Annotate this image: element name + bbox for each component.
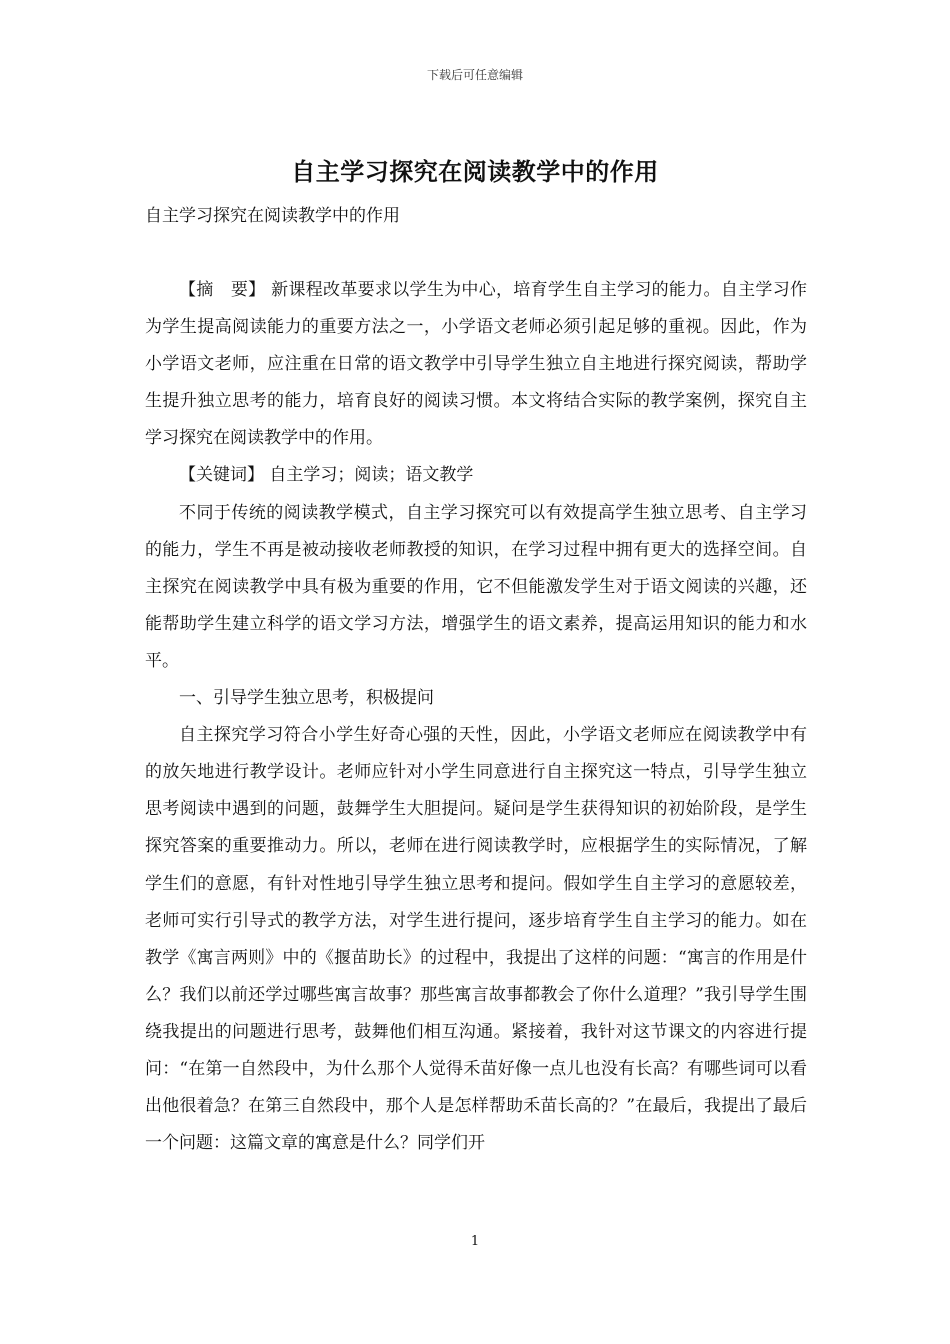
abstract-paragraph: 【摘 要】 新课程改革要求以学生为中心，培育学生自主学习的能力。自主学习作为学生提高阅读能力的重要方法之一，小学语文老师必须引起足够的重视。因此，作为小学语文老师，应注重在日常的语文教学中引导学生独立自主地进行探究阅读，帮助学生提升独立思考的能力，培育良好的阅读习惯。本文将结合实际的教学案例，探究自主学习探究在阅读教学中的作用。 <box>145 280 807 449</box>
section-heading: 一、引导学生独立思考，积极提问 <box>179 688 434 709</box>
body-paragraph: 自主探究学习符合小学生好奇心强的天性，因此，小学语文老师应在阅读教学中有的放矢地进行教学设计。老师应针对小学生同意进行自主探究这一特点，引导学生独立思考阅读中遇到的问题，鼓舞学生大胆提问。疑问是学生获得知识的初始阶段，是学生探究答案的重要推动力。所以，老师在进行阅读教学时，应根据学生的实际情况，了解学生们的意愿，有针对性地引导学生独立思考和提问。假如学生自主学习的意愿较差，老师可实行引导式的教学方法，对学生进行提问，逐步培育学生自主学习的能力。如在教学《寓言两则》中的《揠苗助长》的过程中，我提出了这样的问题：“寓言的作用是什么？我们以前还学过哪些寓言故事？那些寓言故事都教会了你什么道理？”我引导学生围绕我提出的问题进行思考，鼓舞他们相互沟通。紧接着，我针对这节课文的内容进行提问：“在第一自然段中，为什么那个人觉得禾苗好像一点儿也没有长高？有哪些词可以看出他很着急？在第三自然段中，那个人是怎样帮助禾苗长高的？”在最后，我提出了最后一个问题：这篇文章的寓意是什么？同学们开 <box>145 725 807 1154</box>
keywords-paragraph: 【关键词】 自主学习；阅读；语文教学 <box>179 465 474 486</box>
page-number: 1 <box>470 1234 480 1249</box>
page-header-note: 下载后可任意编辑 <box>426 68 523 82</box>
document-subtitle: 自主学习探究在阅读教学中的作用 <box>145 206 400 226</box>
document-title: 自主学习探究在阅读教学中的作用 <box>291 157 659 186</box>
document-body <box>145 272 807 1162</box>
intro-paragraph: 不同于传统的阅读教学模式，自主学习探究可以有效提高学生独立思考、自主学习的能力，学生不再是被动接收老师教授的知识，在学习过程中拥有更大的选择空间。自主探究在阅读教学中具有极为重要的作用，它不但能激发学生对于语文阅读的兴趣，还能帮助学生建立科学的语文学习方法，增强学生的语文素养，提高运用知识的能力和水平。 <box>145 502 807 671</box>
